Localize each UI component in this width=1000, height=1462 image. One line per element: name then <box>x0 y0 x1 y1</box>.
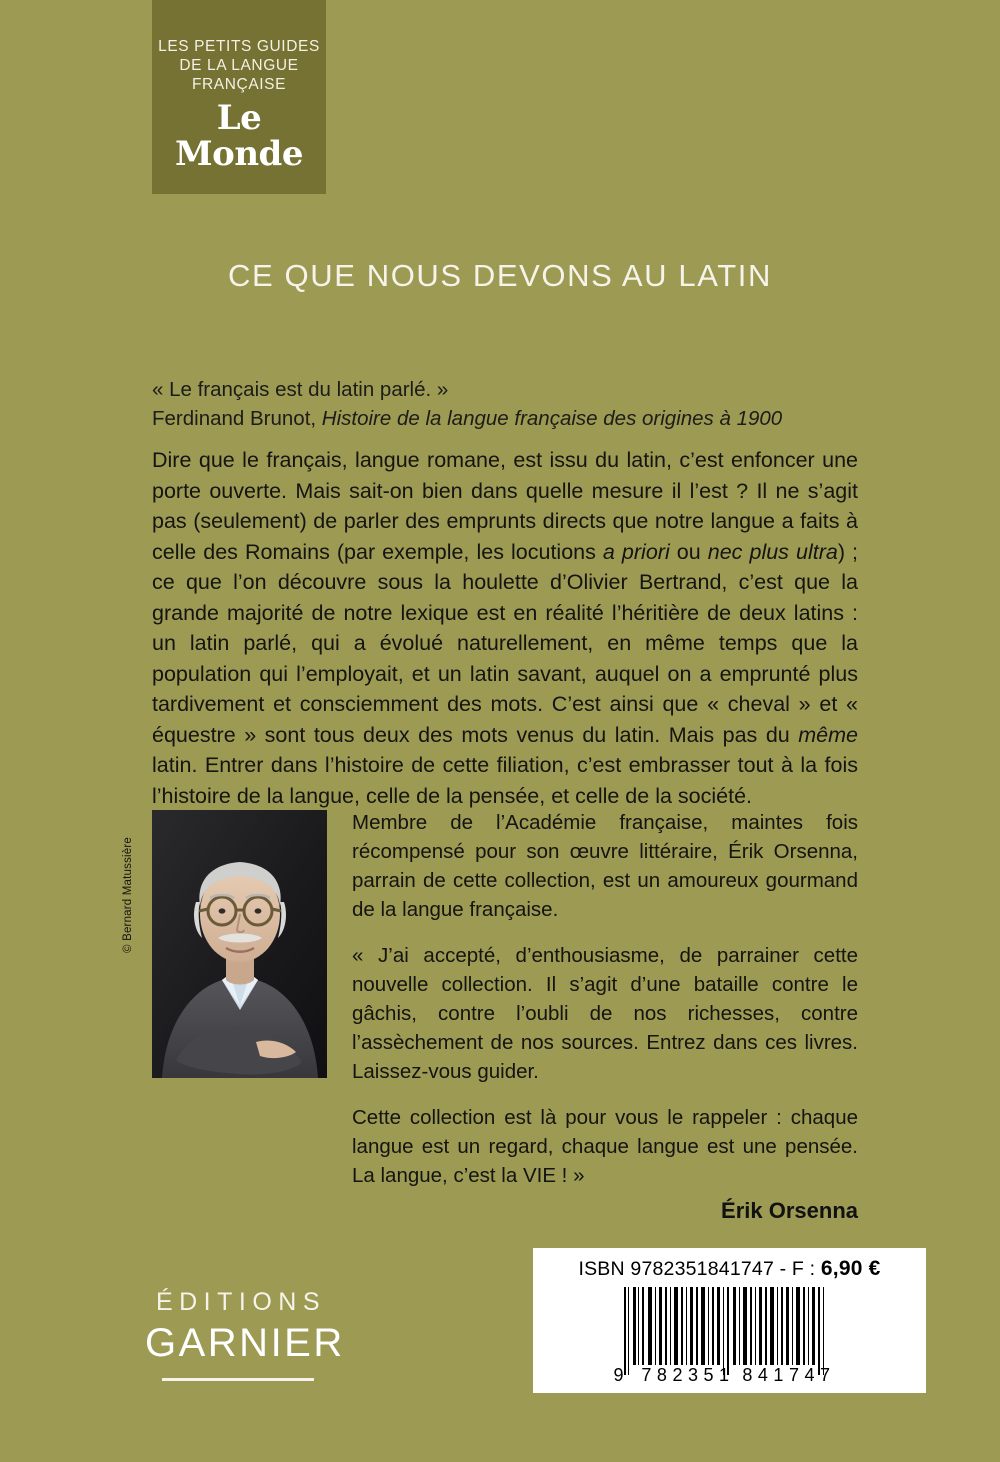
publisher-editions-label: ÉDITIONS <box>155 1288 327 1316</box>
collection-logo-line-1: LES PETITS GUIDES <box>158 38 320 55</box>
orsenna-paragraph-3: Cette collection est là pour vous le rappeler : chaque langue est un regard, chaque langue est une pensée. La langue, c’est la VIE ! » <box>352 1106 858 1187</box>
price-value: 6,90 € <box>820 1257 881 1280</box>
orsenna-paragraph-2: « J’ai accepté, d’enthousiasme, de parrainer cette nouvelle collection. Il s’agit d’une bataille contre le gâchis, contre l’oubli de nos richesses, contre l’assèchement de nos sources. Entrez dans ces livres. Laissez-vous guider. <box>352 944 858 1083</box>
blurb-column <box>152 375 858 811</box>
blurb-text <box>152 445 858 811</box>
orsenna-signature: Érik Orsenna <box>721 1198 858 1223</box>
le-monde-masthead: Le Monde <box>175 98 303 174</box>
barcode-digit-group-mid: 782351 <box>641 1365 735 1385</box>
page-title: CE QUE NOUS DEVONS AU LATIN <box>228 258 772 293</box>
collection-logo-line-2: DE LA LANGUE <box>179 57 299 74</box>
barcode-digit-group-right: 841747 <box>742 1365 836 1385</box>
publisher-rule <box>162 1378 314 1381</box>
epigraph-work: Histoire de la langue française des origines à 1900 <box>321 407 783 430</box>
blurb-part-1: Dire que le français, langue romane, est issu du latin, c’est enfoncer une porte ouverte. Mais sait-on bien dans quelle mesure il l’est ? Il ne s’agit pas (seulement) de parler des emprunts directs que notre langue a faits à celle des Romains (par exemple, les locutions <box>152 448 858 564</box>
blurb-italic-2: nec plus ultra <box>707 539 838 564</box>
collection-logo-line-3: FRANÇAISE <box>191 76 287 93</box>
collection-logo-box <box>152 0 326 194</box>
isbn-label: ISBN 9782351841747 - F : <box>578 1258 821 1280</box>
author-photo <box>152 810 327 1078</box>
isbn-line <box>533 1257 926 1281</box>
blurb-part-4: latin. Entrer dans l’histoire de cette filiation, c’est embrasser tout à la fois l’histoire de la langue, celle de la pensée, et celle de la société. <box>152 753 858 808</box>
epigraph-author: Ferdinand Brunot, <box>152 407 322 430</box>
barcode-panel <box>533 1248 926 1393</box>
epigraph-attribution <box>152 404 858 433</box>
orsenna-column <box>352 808 858 1224</box>
blurb-italic-3: même <box>798 722 858 747</box>
epigraph-quote: « Le français est du latin parlé. » <box>152 378 449 401</box>
blurb-italic-1: a priori <box>602 539 670 564</box>
photo-credit: © Bernard Matussière <box>122 836 134 953</box>
barcode-digit-group-left: 9 <box>613 1365 624 1385</box>
publisher-name: GARNIER <box>145 1321 345 1365</box>
blurb-part-3: ) ; ce que l’on découvre sous la houlette d’Olivier Bertrand, c’est que la grande majorité de notre lexique est en réalité l’héritière de deux latins : un latin parlé, qui a évolué naturellement, en même temps que la population qui l’employait, et un latin savant, auquel on a emprunté plus tardivement et consciemment des mots. C’est ainsi que « cheval » et « équestre » sont tous deux des mots venus du latin. Mais pas du <box>152 539 859 747</box>
blurb-part-2: ou <box>669 539 708 564</box>
barcode-digits <box>614 1365 846 1386</box>
orsenna-paragraph-1: Membre de l’Académie française, maintes fois récompensé pour son œuvre littéraire, Érik Orsenna, parrain de cette collection, est un amoureux gourmand de la langue française. <box>352 811 858 921</box>
publisher-logo <box>143 1288 345 1381</box>
barcode-graphic <box>614 1287 846 1387</box>
epigraph <box>152 375 858 433</box>
